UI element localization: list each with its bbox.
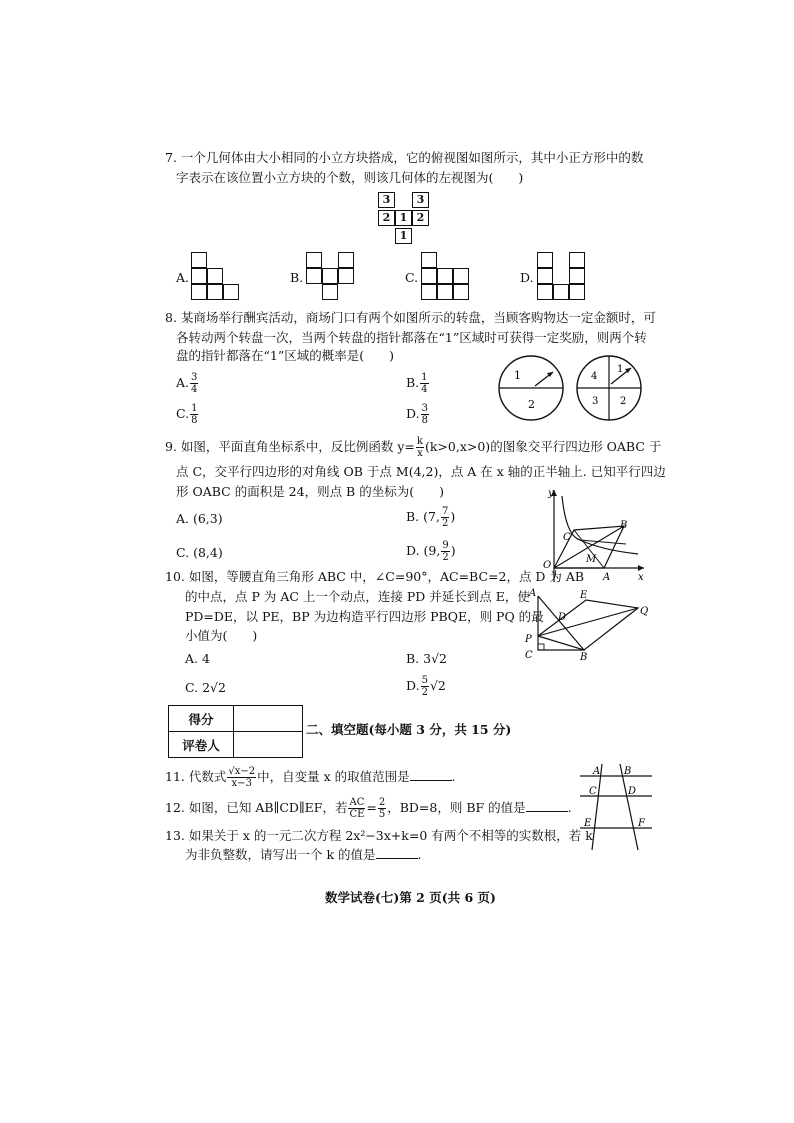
svg-text:B: B bbox=[624, 766, 632, 777]
spinner-1 bbox=[499, 356, 563, 420]
q8-spinners bbox=[495, 354, 645, 422]
q9-option-c: C. (8,4) bbox=[176, 545, 223, 560]
svg-text:A: A bbox=[529, 588, 537, 599]
grader-label: 评卷人 bbox=[169, 732, 234, 758]
q9-line3: 形 OABC 的面积是 24，则点 B 的坐标为( ) bbox=[176, 484, 444, 499]
svg-text:A: A bbox=[593, 766, 601, 777]
top-view-cell: 1 bbox=[395, 228, 412, 244]
top-view-cell: 3 bbox=[378, 192, 395, 208]
section-title: 二、填空题(每小题 3 分，共 15 分) bbox=[306, 722, 512, 737]
svg-text:B: B bbox=[620, 520, 628, 531]
top-view-cell: 2 bbox=[378, 210, 395, 226]
q8-option-d: D. $\frac{3}{8}$ bbox=[406, 403, 428, 426]
q10-option-b: B. 3√2 bbox=[406, 651, 448, 666]
q10-option-d: D. $\frac{5}{2}$ √2 bbox=[406, 675, 446, 698]
svg-text:C: C bbox=[525, 650, 533, 661]
parallelogram-pbqe bbox=[538, 600, 638, 650]
q13-line1: 13. 如果关于 x 的一元二次方程 2x²−3x+k=0 有两个不相等的实数根，若 k bbox=[165, 828, 593, 843]
grader-cell[interactable] bbox=[234, 732, 303, 758]
q7-line1: 7. 一个几何体由大小相同的小立方块搭成，它的俯视图如图所示，其中小正方形中的数 bbox=[165, 150, 644, 165]
q9-option-d: D. (9, $\frac{9}{2}$ ) bbox=[406, 540, 456, 563]
q8-line2: 各转动两个转盘一次，当两个转盘的指针都落在“1”区域时可获得一定奖励，则两个转 bbox=[176, 330, 647, 345]
svg-text:2: 2 bbox=[528, 398, 535, 411]
triangle-abc bbox=[538, 596, 584, 650]
svg-text:y: y bbox=[548, 488, 554, 499]
q12-parallel-lines-figure bbox=[576, 758, 656, 854]
svg-text:E: E bbox=[580, 590, 588, 601]
svg-text:M: M bbox=[586, 554, 597, 565]
q7-option-b-label: B. bbox=[290, 270, 304, 285]
score-cell[interactable] bbox=[234, 706, 303, 732]
svg-text:1: 1 bbox=[617, 364, 624, 375]
svg-text:F: F bbox=[638, 818, 645, 829]
top-view-cell: 3 bbox=[412, 192, 429, 208]
top-view-cell: 2 bbox=[412, 210, 429, 226]
svg-text:2: 2 bbox=[620, 396, 627, 407]
q10-option-c: C. 2√2 bbox=[185, 680, 226, 695]
svg-text:1: 1 bbox=[514, 369, 521, 382]
page-footer: 数学试卷(七)第 2 页(共 6 页) bbox=[325, 890, 496, 905]
svg-text:3: 3 bbox=[592, 396, 599, 407]
spinner-2 bbox=[577, 356, 641, 420]
svg-text:x: x bbox=[638, 572, 644, 583]
top-view-cell: 1 bbox=[395, 210, 412, 226]
svg-text:D: D bbox=[628, 786, 637, 797]
q7-line2: 字表示在该位置小立方块的个数，则该几何体的左视图为( ) bbox=[176, 170, 524, 185]
q7-option-c-label: C. bbox=[405, 270, 419, 285]
svg-text:B: B bbox=[580, 652, 588, 662]
svg-text:E: E bbox=[584, 818, 592, 829]
q9-line2: 点 C，交平行四边形的对角线 OB 于点 M(4,2)，点 A 在 x 轴的正半轴上. 已知平行四边 bbox=[176, 464, 666, 479]
svg-text:Q: Q bbox=[640, 606, 649, 617]
svg-text:A: A bbox=[603, 572, 611, 583]
q8-line1: 8. 某商场举行酬宾活动，商场门口有两个如图所示的转盘，当顾客购物达一定金额时，可 bbox=[165, 310, 656, 325]
q8-option-c: C. $\frac{1}{8}$ bbox=[176, 403, 198, 426]
svg-text:P: P bbox=[525, 634, 532, 645]
q9-line1: 9. 如图，平面直角坐标系中，反比例函数 y= $\frac{k}{x}$ (k>0,x>0)的图象交平行四边形 OABC 于 bbox=[165, 436, 662, 459]
q8-option-a: A. $\frac{3}{4}$ bbox=[176, 372, 198, 395]
q8-option-b: B. $\frac{1}{4}$ bbox=[406, 372, 428, 395]
q13-line2: 为非负整数，请写出一个 k 的值是 . bbox=[185, 847, 422, 862]
q12: 12. 如图，已知 AB∥CD∥EF，若 $\frac{AC}{CE}$ = $\frac{2}{5}$ ，BD=8，则 BF 的值是 . bbox=[165, 797, 572, 820]
q8-line3: 盘的指针都落在“1”区域的概率是( ) bbox=[176, 348, 394, 363]
svg-text:C: C bbox=[589, 786, 597, 797]
q11-answer-blank[interactable] bbox=[410, 768, 452, 781]
q9-option-b: B. (7, $\frac{7}{2}$ ) bbox=[406, 506, 456, 529]
q10-triangle-figure bbox=[520, 586, 655, 662]
svg-text:D: D bbox=[558, 612, 567, 623]
q10-line3: PD=DE，以 PE，BP 为边构造平行四边形 PBQE，则 PQ 的最 bbox=[185, 609, 544, 624]
svg-text:C: C bbox=[563, 532, 571, 543]
q10-line4: 小值为( ) bbox=[185, 628, 258, 643]
q7-option-d-label: D. bbox=[520, 270, 534, 285]
score-table bbox=[168, 705, 303, 758]
q10-line2: 的中点，点 P 为 AC 上一个动点，连接 PD 并延长到点 E，使 bbox=[185, 589, 530, 604]
q10-line1: 10. 如图，等腰直角三角形 ABC 中，∠C=90°，AC=BC=2，点 D 为 AB bbox=[165, 569, 585, 584]
score-label: 得分 bbox=[169, 706, 234, 732]
q11: 11. 代数式 $\frac{√x-2}{x-3}$ 中，自变量 x 的取值范围是 . bbox=[165, 766, 456, 789]
svg-text:O: O bbox=[543, 560, 552, 571]
svg-text:4: 4 bbox=[591, 371, 598, 382]
q10-option-a: A. 4 bbox=[185, 651, 210, 666]
q9-option-a: A. (6,3) bbox=[176, 511, 223, 526]
q13-answer-blank[interactable] bbox=[376, 846, 418, 859]
q12-answer-blank[interactable] bbox=[526, 799, 568, 812]
q7-option-a-label: A. bbox=[176, 270, 190, 285]
